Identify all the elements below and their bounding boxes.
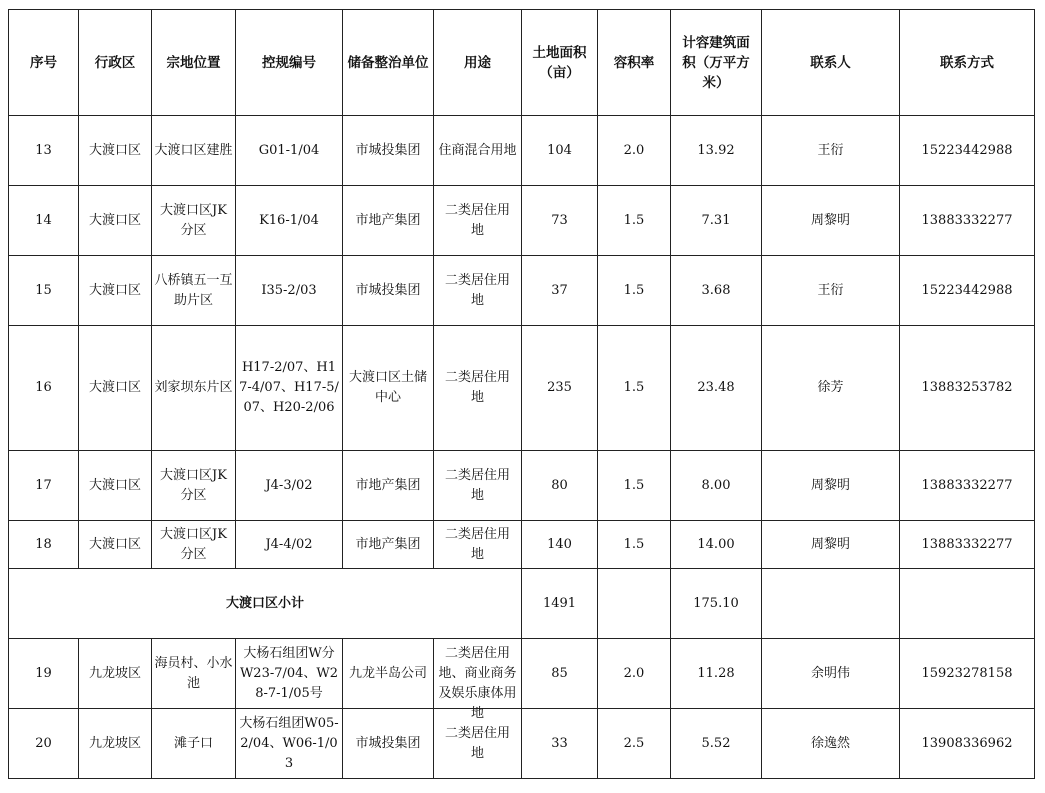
cell-code: I35-2/03 bbox=[236, 256, 343, 326]
cell-phone: 13883332277 bbox=[900, 521, 1035, 569]
cell-use: 二类居住用地 bbox=[434, 709, 522, 779]
cell-use: 二类居住用地 bbox=[434, 326, 522, 451]
cell-district: 大渡口区 bbox=[79, 451, 152, 521]
cell-unit: 市城投集团 bbox=[343, 709, 434, 779]
cell-district: 九龙坡区 bbox=[79, 709, 152, 779]
cell-code: H17-2/07、H17-4/07、H17-5/07、H20-2/06 bbox=[236, 326, 343, 451]
cell-phone: 13883332277 bbox=[900, 186, 1035, 256]
cell-location: 大渡口区建胜 bbox=[152, 116, 236, 186]
cell-unit: 九龙半岛公司 bbox=[343, 639, 434, 709]
cell-code: J4-4/02 bbox=[236, 521, 343, 569]
cell-area: 73 bbox=[522, 186, 598, 256]
cell-unit: 市地产集团 bbox=[343, 521, 434, 569]
cell-area: 140 bbox=[522, 521, 598, 569]
cell-use: 二类居住用地 bbox=[434, 256, 522, 326]
header-phone: 联系方式 bbox=[900, 10, 1035, 116]
cell-area: 104 bbox=[522, 116, 598, 186]
cell-no: 13 bbox=[9, 116, 79, 186]
subtotal-gfa: 175.10 bbox=[671, 569, 762, 639]
cell-no: 16 bbox=[9, 326, 79, 451]
table-row bbox=[9, 639, 1035, 709]
cell-no: 14 bbox=[9, 186, 79, 256]
table-row bbox=[9, 521, 1035, 569]
cell-far: 2.5 bbox=[598, 709, 671, 779]
header-location: 宗地位置 bbox=[152, 10, 236, 116]
cell-use: 二类居住用地 bbox=[434, 451, 522, 521]
cell-phone: 15223442988 bbox=[900, 256, 1035, 326]
cell-location: 大渡口区JK分区 bbox=[152, 451, 236, 521]
table-row bbox=[9, 326, 1035, 451]
cell-far: 1.5 bbox=[598, 256, 671, 326]
cell-code: K16-1/04 bbox=[236, 186, 343, 256]
cell-phone: 13908336962 bbox=[900, 709, 1035, 779]
cell-contact: 王衍 bbox=[762, 256, 900, 326]
subtotal-phone bbox=[900, 569, 1035, 639]
cell-gfa: 11.28 bbox=[671, 639, 762, 709]
cell-use: 二类居住用地 bbox=[434, 186, 522, 256]
cell-far: 1.5 bbox=[598, 326, 671, 451]
cell-district: 九龙坡区 bbox=[79, 639, 152, 709]
cell-location: 滩子口 bbox=[152, 709, 236, 779]
subtotal-row bbox=[9, 569, 1035, 639]
cell-contact: 周黎明 bbox=[762, 186, 900, 256]
cell-location: 大渡口区JK分区 bbox=[152, 521, 236, 569]
cell-far: 1.5 bbox=[598, 451, 671, 521]
subtotal-contact bbox=[762, 569, 900, 639]
table-row bbox=[9, 256, 1035, 326]
cell-no: 19 bbox=[9, 639, 79, 709]
cell-no: 18 bbox=[9, 521, 79, 569]
header-row bbox=[9, 10, 1035, 116]
cell-code: J4-3/02 bbox=[236, 451, 343, 521]
header-use: 用途 bbox=[434, 10, 522, 116]
cell-code: G01-1/04 bbox=[236, 116, 343, 186]
cell-no: 15 bbox=[9, 256, 79, 326]
cell-unit: 市城投集团 bbox=[343, 116, 434, 186]
cell-district: 大渡口区 bbox=[79, 256, 152, 326]
subtotal-far bbox=[598, 569, 671, 639]
cell-code: 大杨石组团W05-2/04、W06-1/03 bbox=[236, 709, 343, 779]
cell-far: 1.5 bbox=[598, 186, 671, 256]
cell-use-text: 二类居住用地、商业商务及娱乐康体用地 bbox=[438, 645, 517, 721]
cell-no: 17 bbox=[9, 451, 79, 521]
cell-unit: 市地产集团 bbox=[343, 186, 434, 256]
cell-gfa: 5.52 bbox=[671, 709, 762, 779]
header-contact: 联系人 bbox=[762, 10, 900, 116]
cell-location: 八桥镇五一互助片区 bbox=[152, 256, 236, 326]
header-code: 控规编号 bbox=[236, 10, 343, 116]
cell-gfa: 14.00 bbox=[671, 521, 762, 569]
cell-area: 85 bbox=[522, 639, 598, 709]
cell-contact: 余明伟 bbox=[762, 639, 900, 709]
table-row bbox=[9, 451, 1035, 521]
header-gfa: 计容建筑面积（万平方米） bbox=[671, 10, 762, 116]
cell-unit: 市地产集团 bbox=[343, 451, 434, 521]
cell-area: 37 bbox=[522, 256, 598, 326]
subtotal-area: 1491 bbox=[522, 569, 598, 639]
cell-phone: 13883253782 bbox=[900, 326, 1035, 451]
cell-location: 大渡口区JK分区 bbox=[152, 186, 236, 256]
cell-gfa: 23.48 bbox=[671, 326, 762, 451]
table-row bbox=[9, 709, 1035, 779]
cell-unit: 市城投集团 bbox=[343, 256, 434, 326]
cell-district: 大渡口区 bbox=[79, 326, 152, 451]
cell-contact: 徐芳 bbox=[762, 326, 900, 451]
cell-unit: 大渡口区土储中心 bbox=[343, 326, 434, 451]
cell-phone: 15223442988 bbox=[900, 116, 1035, 186]
cell-location: 海员村、小水池 bbox=[152, 639, 236, 709]
header-far: 容积率 bbox=[598, 10, 671, 116]
header-no: 序号 bbox=[9, 10, 79, 116]
header-district: 行政区 bbox=[79, 10, 152, 116]
cell-area: 235 bbox=[522, 326, 598, 451]
cell-no: 20 bbox=[9, 709, 79, 779]
cell-use: 住商混合用地 bbox=[434, 116, 522, 186]
cell-far: 2.0 bbox=[598, 116, 671, 186]
cell-district: 大渡口区 bbox=[79, 521, 152, 569]
cell-far: 2.0 bbox=[598, 639, 671, 709]
cell-contact: 王衍 bbox=[762, 116, 900, 186]
cell-location: 刘家坝东片区 bbox=[152, 326, 236, 451]
cell-phone: 13883332277 bbox=[900, 451, 1035, 521]
cell-gfa: 3.68 bbox=[671, 256, 762, 326]
land-table bbox=[8, 9, 1035, 779]
cell-use bbox=[434, 639, 522, 721]
subtotal-label: 大渡口区小计 bbox=[9, 569, 522, 639]
table-row bbox=[9, 186, 1035, 256]
cell-area: 33 bbox=[522, 709, 598, 779]
cell-gfa: 8.00 bbox=[671, 451, 762, 521]
cell-gfa: 7.31 bbox=[671, 186, 762, 256]
cell-gfa: 13.92 bbox=[671, 116, 762, 186]
cell-code: 大杨石组团W分W23-7/04、W28-7-1/05号 bbox=[236, 639, 343, 709]
cell-use: 二类居住用地 bbox=[434, 521, 522, 569]
cell-district: 大渡口区 bbox=[79, 116, 152, 186]
header-area: 土地面积（亩） bbox=[522, 10, 598, 116]
cell-contact: 徐逸然 bbox=[762, 709, 900, 779]
cell-district: 大渡口区 bbox=[79, 186, 152, 256]
cell-area: 80 bbox=[522, 451, 598, 521]
cell-far: 1.5 bbox=[598, 521, 671, 569]
header-unit: 储备整治单位 bbox=[343, 10, 434, 116]
cell-contact: 周黎明 bbox=[762, 451, 900, 521]
cell-phone: 15923278158 bbox=[900, 639, 1035, 709]
cell-contact: 周黎明 bbox=[762, 521, 900, 569]
table-row bbox=[9, 116, 1035, 186]
